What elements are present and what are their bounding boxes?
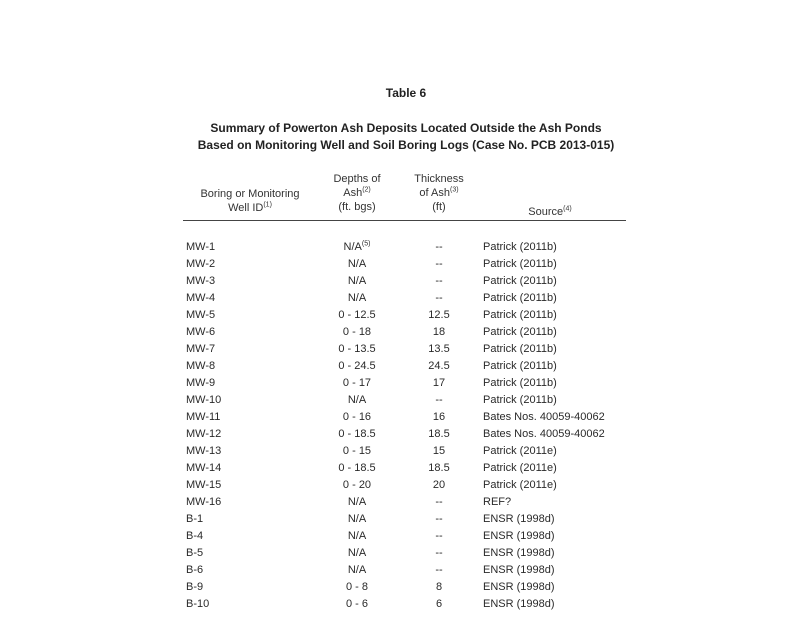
well-id-cell-text: B-6 (186, 564, 204, 576)
source-cell-text: ENSR (1998d) (483, 513, 555, 525)
header-depths-line-3: (ft. bgs) (338, 201, 376, 213)
thickness-cell-text: -- (435, 496, 443, 508)
depth-cell (312, 528, 402, 545)
well-id-cell (186, 307, 215, 324)
well-id-cell-text: B-9 (186, 581, 204, 593)
well-id-cell (186, 579, 203, 596)
header-thickness (394, 172, 484, 214)
table-title-line-1: Summary of Powerton Ash Deposits Located Outside the Ash Ponds (210, 121, 602, 135)
well-id-cell (186, 273, 215, 290)
depth-cell (312, 256, 402, 273)
thickness-cell (394, 290, 484, 307)
thickness-cell (394, 307, 484, 324)
thickness-cell-text: -- (435, 530, 443, 542)
depth-cell (312, 307, 402, 324)
well-id-cell-text: MW-1 (186, 241, 216, 253)
thickness-cell-text: 16 (432, 411, 446, 423)
well-id-cell-text: MW-2 (186, 258, 216, 270)
table-row (0, 358, 800, 375)
source-cell-text: Patrick (2011b) (483, 343, 557, 355)
well-id-cell-text: MW-12 (186, 428, 222, 440)
depth-cell (312, 477, 402, 494)
source-cell (483, 290, 557, 307)
table-row (0, 596, 800, 613)
table-row (0, 341, 800, 358)
thickness-cell-text: 12.5 (428, 309, 450, 321)
thickness-cell (394, 341, 484, 358)
source-cell (483, 528, 555, 545)
source-cell-text: Patrick (2011e) (483, 479, 557, 491)
source-cell (483, 307, 557, 324)
well-id-cell-text: MW-11 (186, 411, 221, 423)
source-cell (483, 477, 557, 494)
well-id-cell (186, 409, 220, 426)
well-id-cell (186, 460, 221, 477)
depth-cell (312, 443, 402, 460)
thickness-cell (394, 273, 484, 290)
header-boring-id-footnote: (1) (263, 201, 272, 209)
depth-cell-text: N/A (343, 241, 362, 253)
thickness-cell-text: -- (435, 564, 443, 576)
source-cell-text: Patrick (2011b) (483, 241, 557, 253)
depth-cell (312, 239, 402, 256)
source-cell (483, 579, 555, 596)
thickness-cell-text: -- (435, 394, 443, 406)
table-row (0, 409, 800, 426)
well-id-cell (186, 358, 215, 375)
depth-cell-text: 0 - 17 (342, 377, 372, 389)
well-id-cell-text: MW-13 (186, 445, 222, 457)
source-cell-text: Patrick (2011b) (483, 258, 557, 270)
well-id-cell (186, 528, 203, 545)
source-cell (483, 545, 555, 562)
source-cell (483, 392, 557, 409)
source-cell (483, 273, 557, 290)
source-cell (483, 562, 555, 579)
table-row (0, 579, 800, 596)
thickness-cell (394, 477, 484, 494)
depth-cell (312, 579, 402, 596)
thickness-cell-text: 6 (435, 598, 443, 610)
header-depths-line-1: Depths of (333, 173, 381, 185)
table-row (0, 545, 800, 562)
depth-cell (312, 596, 402, 613)
well-id-cell-text: MW-7 (186, 343, 216, 355)
well-id-cell (186, 239, 215, 256)
thickness-cell (394, 460, 484, 477)
thickness-cell (394, 562, 484, 579)
well-id-cell (186, 375, 215, 392)
thickness-cell (394, 545, 484, 562)
table-row (0, 443, 800, 460)
well-id-cell (186, 477, 221, 494)
thickness-cell-text: -- (435, 241, 443, 253)
depth-cell (312, 511, 402, 528)
source-cell (483, 324, 557, 341)
header-depths (312, 172, 402, 214)
thickness-cell (394, 324, 484, 341)
source-cell-text: Patrick (2011e) (483, 445, 557, 457)
thickness-cell (394, 528, 484, 545)
thickness-cell-text: 17 (432, 377, 446, 389)
table-row (0, 494, 800, 511)
thickness-cell-text: 15 (432, 445, 446, 457)
source-cell-text: Patrick (2011e) (483, 462, 557, 474)
source-cell (483, 375, 557, 392)
source-cell (483, 511, 555, 528)
table-row (0, 256, 800, 273)
table-body (0, 239, 800, 613)
depth-cell-text: N/A (347, 394, 367, 406)
well-id-cell-text: B-4 (186, 530, 204, 542)
thickness-cell-text: 18.5 (428, 462, 450, 474)
thickness-cell (394, 426, 484, 443)
header-source (490, 205, 610, 219)
thickness-cell (394, 511, 484, 528)
thickness-cell (394, 358, 484, 375)
table-row (0, 392, 800, 409)
source-cell (483, 494, 511, 511)
source-cell-text: Bates Nos. 40059-40062 (483, 428, 605, 440)
table-row (0, 426, 800, 443)
depth-cell-text: 0 - 24.5 (338, 360, 376, 372)
header-boring-id (180, 187, 320, 215)
thickness-cell (394, 579, 484, 596)
source-cell (483, 341, 557, 358)
well-id-cell-text: MW-15 (186, 479, 222, 491)
thickness-cell (394, 239, 484, 256)
well-id-cell (186, 596, 209, 613)
thickness-cell-text: -- (435, 275, 443, 287)
depth-cell-text: 0 - 12.5 (338, 309, 376, 321)
depth-cell (312, 375, 402, 392)
source-cell (483, 358, 557, 375)
well-id-cell-text: MW-14 (186, 462, 222, 474)
thickness-cell-text: 20 (432, 479, 446, 491)
source-cell-text: ENSR (1998d) (483, 581, 555, 593)
thickness-cell (394, 392, 484, 409)
source-cell-text: Bates Nos. 40059-40062 (483, 411, 605, 423)
table-row (0, 239, 800, 256)
depth-cell-text: 0 - 15 (342, 445, 372, 457)
depth-cell-text: 0 - 18.5 (338, 428, 376, 440)
thickness-cell (394, 409, 484, 426)
depth-cell (312, 273, 402, 290)
depth-cell-text: N/A (347, 496, 367, 508)
well-id-cell-text: MW-16 (186, 496, 222, 508)
well-id-cell-text: MW-8 (186, 360, 216, 372)
header-thickness-footnote: (3) (450, 186, 459, 194)
depth-cell (312, 426, 402, 443)
depth-cell (312, 341, 402, 358)
thickness-cell (394, 256, 484, 273)
source-cell-text: Patrick (2011b) (483, 377, 557, 389)
header-divider (183, 220, 626, 221)
table-row (0, 511, 800, 528)
header-source-footnote: (4) (563, 205, 572, 213)
depth-cell (312, 494, 402, 511)
depth-cell-text: 0 - 20 (342, 479, 372, 491)
thickness-cell-text: 13.5 (428, 343, 450, 355)
well-id-cell-text: B-10 (186, 598, 210, 610)
source-cell-text: ENSR (1998d) (483, 547, 555, 559)
well-id-cell (186, 443, 221, 460)
thickness-cell-text: 18.5 (428, 428, 450, 440)
thickness-cell-text: -- (435, 292, 443, 304)
header-thickness-line-1: Thickness (414, 173, 464, 185)
depth-cell-text: N/A (347, 292, 367, 304)
source-cell (483, 443, 557, 460)
table-row (0, 290, 800, 307)
thickness-cell-text: -- (435, 513, 443, 525)
well-id-cell (186, 256, 215, 273)
source-cell-text: Patrick (2011b) (483, 309, 557, 321)
depth-cell (312, 409, 402, 426)
thickness-cell (394, 443, 484, 460)
source-cell (483, 256, 557, 273)
table-row (0, 477, 800, 494)
source-cell-text: ENSR (1998d) (483, 530, 555, 542)
well-id-cell-text: MW-6 (186, 326, 216, 338)
source-cell-text: Patrick (2011b) (483, 394, 557, 406)
depth-cell-text: 0 - 18 (342, 326, 372, 338)
depth-cell-text: 0 - 8 (345, 581, 368, 593)
thickness-cell (394, 494, 484, 511)
thickness-cell-text: 8 (435, 581, 443, 593)
source-cell-text: ENSR (1998d) (483, 598, 555, 610)
source-cell (483, 239, 557, 256)
table-row (0, 324, 800, 341)
header-source-label: Source (528, 206, 564, 218)
depth-cell-text: N/A (347, 275, 367, 287)
well-id-cell (186, 392, 221, 409)
header-boring-id-line-1: Boring or Monitoring (200, 188, 300, 200)
depth-cell-text: N/A (347, 258, 367, 270)
depth-cell-text: 0 - 13.5 (338, 343, 376, 355)
depth-cell-text: 0 - 6 (345, 598, 368, 610)
table-title-line-2: Based on Monitoring Well and Soil Boring Logs (Case No. PCB 2013-015) (197, 138, 615, 152)
depth-footnote: (5) (361, 240, 371, 248)
source-cell-text: REF? (483, 496, 512, 508)
thickness-cell-text: -- (435, 547, 443, 559)
well-id-cell (186, 545, 203, 562)
well-id-cell (186, 290, 215, 307)
well-id-cell-text: MW-9 (186, 377, 216, 389)
well-id-cell (186, 494, 221, 511)
well-id-cell (186, 511, 203, 528)
header-thickness-line-3: (ft) (432, 201, 446, 213)
table-row (0, 528, 800, 545)
depth-cell-text: N/A (347, 530, 367, 542)
source-cell (483, 426, 605, 443)
thickness-cell (394, 375, 484, 392)
source-cell-text: Patrick (2011b) (483, 292, 557, 304)
table-title (0, 120, 800, 154)
thickness-cell-text: 18 (432, 326, 446, 338)
header-depths-footnote: (2) (362, 186, 371, 194)
depth-cell (312, 324, 402, 341)
well-id-cell-text: B-5 (186, 547, 204, 559)
source-cell (483, 460, 557, 477)
table-row (0, 460, 800, 477)
table-row (0, 562, 800, 579)
well-id-cell-text: MW-3 (186, 275, 216, 287)
header-depths-line-2: Ash (343, 187, 363, 199)
source-cell-text: Patrick (2011b) (483, 326, 557, 338)
depth-cell (312, 358, 402, 375)
header-thickness-line-2: of Ash (419, 187, 450, 199)
well-id-cell (186, 562, 203, 579)
source-cell-text: Patrick (2011b) (483, 360, 557, 372)
well-id-cell-text: B-1 (186, 513, 204, 525)
source-cell (483, 596, 555, 613)
table-row (0, 375, 800, 392)
depth-cell (312, 545, 402, 562)
source-cell-text: Patrick (2011b) (483, 275, 557, 287)
depth-cell-text: N/A (347, 564, 367, 576)
depth-cell-text: 0 - 18.5 (338, 462, 376, 474)
source-cell (483, 409, 605, 426)
depth-cell (312, 460, 402, 477)
depth-cell (312, 290, 402, 307)
depth-cell-text: N/A (347, 547, 367, 559)
depth-cell (312, 392, 402, 409)
thickness-cell (394, 596, 484, 613)
well-id-cell (186, 341, 215, 358)
header-boring-id-line-2: Well ID (228, 202, 264, 214)
source-cell-text: ENSR (1998d) (483, 564, 555, 576)
well-id-cell (186, 324, 215, 341)
thickness-cell-text: 24.5 (428, 360, 450, 372)
table-number: Table 6 (385, 86, 427, 100)
well-id-cell-text: MW-10 (186, 394, 222, 406)
table-row (0, 273, 800, 290)
well-id-cell (186, 426, 221, 443)
depth-cell-text: 0 - 16 (342, 411, 372, 423)
table-row (0, 307, 800, 324)
depth-cell (312, 562, 402, 579)
depth-cell-text: N/A (347, 513, 367, 525)
thickness-cell-text: -- (435, 258, 443, 270)
well-id-cell-text: MW-4 (186, 292, 216, 304)
well-id-cell-text: MW-5 (186, 309, 216, 321)
